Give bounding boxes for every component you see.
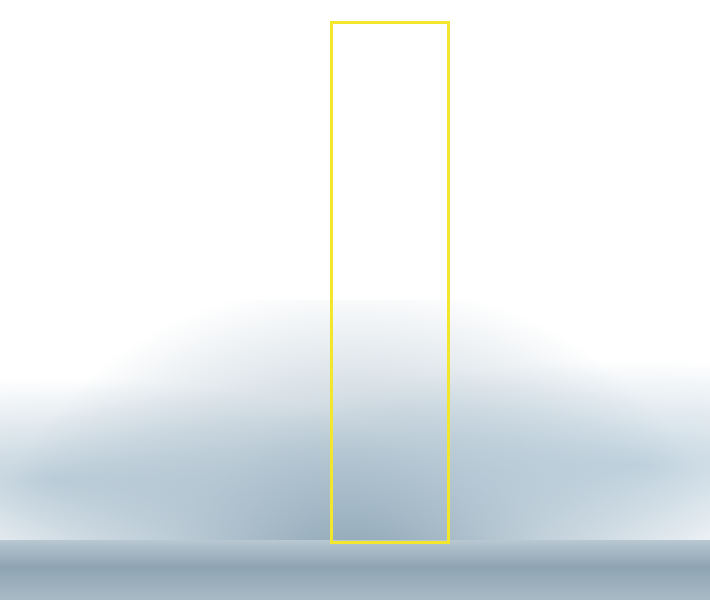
legend — [52, 567, 692, 585]
